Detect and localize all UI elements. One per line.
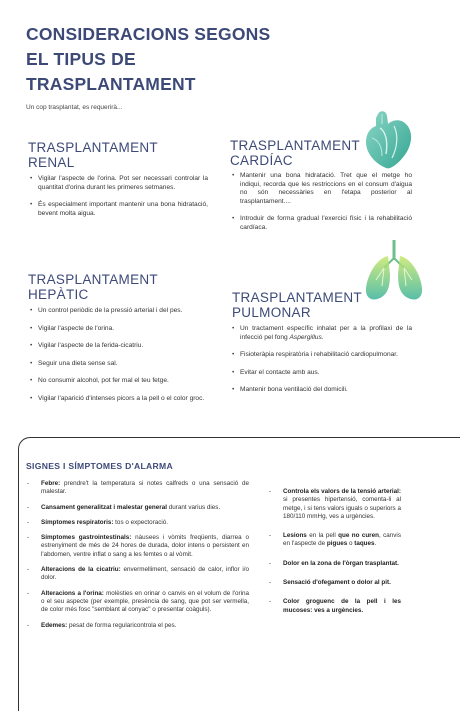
list-item: - Edemes: pesat de forma regularicontrola el pes. [27, 622, 249, 630]
list-item: • Un control periòdic de la pressió arterial i del pes. [30, 307, 206, 316]
alarm-box [18, 437, 460, 711]
list-item: • És especialment important mantenir una bona hidratació, bevent molta aigua. [30, 201, 208, 218]
list-item: • Vigilar l'aspecte de l'orina. [30, 325, 206, 334]
alarm-list-left [27, 480, 249, 637]
page-subtitle: Un cop trasplantat, es requerirà... [26, 104, 123, 111]
renal-list [30, 175, 208, 224]
list-item: • Evitar el contacte amb aus. [232, 369, 412, 378]
list-item: - Alteracions a l'orina: molèsties en orinar o canvis en el volum de l'orina o el seu aspecte (per exemple, presència de sang, que pot ser vermella, de color més fosc "semblant al conyac" o presentar coàguls). [27, 590, 249, 615]
page-title: CONSIDERACIONS SEGONS EL TIPUS DE TRASPLANTAMENT [26, 24, 271, 94]
list-item: - Símptomes gastrointestinals: nàusees i vòmits freqüents, diarrea o estrenyiment de més de 24 hores de durada, dolor intens o persistent en l'abdomen, ventre inflat o sang a les femtes o al vòmit. [27, 534, 249, 559]
cardiac-title: TRASPLANTAMENT CARDÍAC [230, 138, 360, 168]
list-item: • Seguir una dieta sense sal. [30, 360, 206, 369]
alarm-list-right [269, 488, 401, 622]
list-item: • Vigilar l'aspecte de la ferida-cicatriu. [30, 342, 206, 351]
list-item: - Alteracions de la cicatriu: envermelliment, sensació de calor, inflor i/o dolor. [27, 566, 249, 583]
list-item: - Febre: prendre't la temperatura si notes calfreds o una sensació de malestar. [27, 480, 249, 497]
list-item: • Un tractament específic inhalat per a la profilaxi de la infecció pel fong Aspergillus. [232, 325, 412, 342]
list-item: • No consumir alcohol, pot fer mal el teu fetge. [30, 377, 206, 386]
alarm-title: SIGNES I SÍMPTOMES D'ALARMA [26, 461, 174, 471]
hepatic-list [30, 307, 206, 410]
list-item: - Lesions en la pell que no curen, canvis en l'aspecte de pigues o taques. [269, 532, 401, 549]
pulmonar-list [232, 325, 412, 401]
lungs-icon [362, 238, 426, 306]
list-item: - Cansament generalitzat i malestar general durant varius dies. [27, 504, 249, 512]
list-item: • Mantenir una bona hidratació. Tret que el metge ho indiqui, recorda que les restriccions en el consum d'aigua no són necessàries en l'etapa posterior al trasplantament.... [232, 172, 412, 206]
list-item: • Introduir de forma gradual l'exercici físic i la rehabilitació cardíaca. [232, 215, 412, 232]
list-item: • Fisioteràpia respiratòria i rehabilitació cardiopulmonar. [232, 351, 412, 360]
heart-icon [360, 110, 416, 172]
hepatic-title: TRASPLANTAMENT HEPÀTIC [28, 272, 158, 302]
list-item: • Mantenir bona ventilació del domicili. [232, 386, 412, 395]
cardiac-list [232, 172, 412, 239]
renal-title: TRASPLANTAMENT RENAL [28, 140, 158, 170]
list-item: - Controla els valors de la tensió arterial: si presentes hipertensió, comenta-li al metge, i si tens valors iguals o superiors a 180/110 mmHg, ves a urgències. [269, 488, 401, 521]
list-item: • Vigilar l'aspecte de l'orina. Pot ser necessari controlar la quantitat d'orina durant les primeres setmanes. [30, 175, 208, 192]
list-item: - Dolor en la zona de l'òrgan trasplantat. [269, 560, 401, 568]
list-item: - Sensació d'ofegament o dolor al pit. [269, 579, 401, 587]
pulmonar-title: TRASPLANTAMENT PULMONAR [232, 290, 362, 320]
list-item: - Símptomes respiratoris: tos o expectoració. [27, 519, 249, 527]
list-item: - Color groguenc de la pell i les mucoses: ves a urgències. [269, 598, 401, 615]
list-item: • Vigilar l'aparició d'intenses picors a la pell o el color groc. [30, 395, 206, 404]
